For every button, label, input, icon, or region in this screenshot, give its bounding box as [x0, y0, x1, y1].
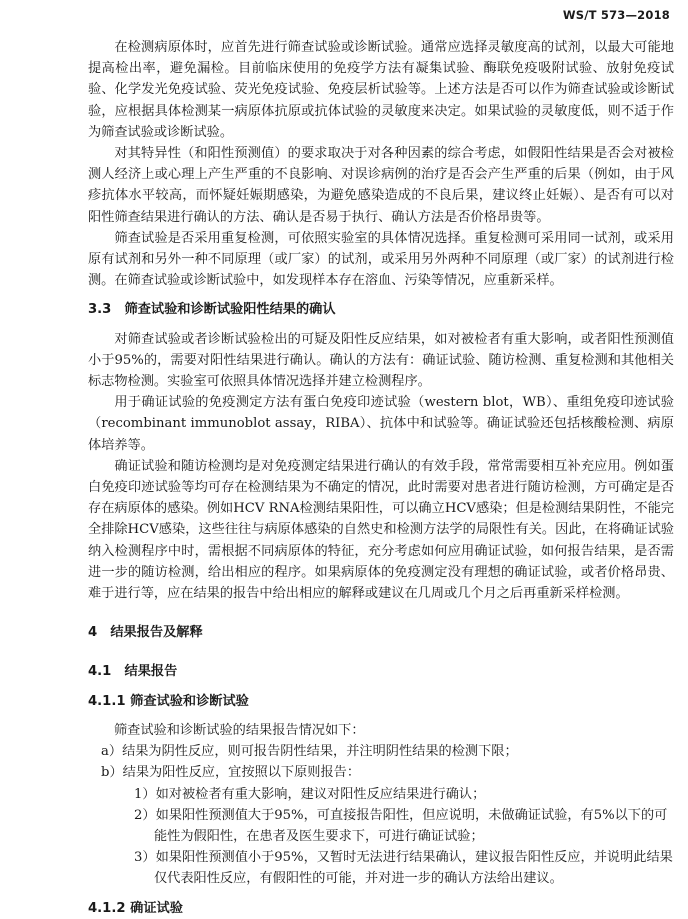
standard-number: WS/T 573—2018 — [562, 8, 670, 22]
sub-list-item — [88, 805, 674, 847]
list-text: 如果阳性预测值小于95%，又暂时无法进行结果确认，建议报告阳性反应，并说明此结果仅代表阳性反应，有假阳性的可能，并对进一步的确认方法给出建议。 — [154, 850, 673, 887]
section-heading-4-1-2: 4.1.2 确证试验 — [88, 900, 183, 916]
sub-list-item — [88, 784, 674, 805]
paragraph: 对其特异性（和阳性预测值）的要求取决于对各种因素的综合考虑，如假阳性结果是否会对被检测人经济上或心理上产生严重的不良影响、对误诊病例的治疗是否会产生严重的后果（例如，由于风疹抗体水平较高，而怀疑妊娠期感染，为避免感染造成的不良后果，建议终止妊娠）、是否有可以对阳性筛查结果进行确认的方法、确认是否易于执行、确认方法是否价格昂贵等。 — [88, 146, 674, 225]
paragraph: 筛查试验是否采用重复检测，可依照实验室的具体情况选择。重复检测可采用同一试剂，或采用原有试剂和另外一种不同原理（或厂家）的试剂，或采用另外两种不同原理（或厂家）的试剂进行检测。在筛查试验或诊断试验中，如发现样本存在溶血、污染等情况，应重新采样。 — [88, 230, 674, 289]
list-text: 结果为阳性反应，宜按照以下原则报告： — [122, 765, 361, 781]
list-label: a） — [101, 744, 123, 760]
list-label: 2） — [134, 807, 156, 823]
document-body — [88, 37, 674, 919]
section-heading-3-3: 3.3 筛查试验和诊断试验阳性结果的确认 — [88, 302, 336, 318]
list-intro: 筛查试验和诊断试验的结果报告情况如下： — [114, 722, 365, 738]
paragraph: 用于确证试验的免疫测定方法有蛋白免疫印迹试验（western blot，WB）、重组免疫印迹试验（recombinant immunoblot assay，RIBA）、抗体中和试验等。确证试验还包括核酸检测、病原体培养等。 — [88, 395, 674, 453]
list-text: 如对被检者有重大影响，建议对阳性反应结果进行确认； — [155, 786, 486, 802]
list-item — [88, 762, 674, 783]
section-heading-4-1-1: 4.1.1 筛查试验和诊断试验 — [88, 693, 249, 709]
sub-list-item — [88, 847, 674, 889]
section-heading-4-1: 4.1 结果报告 — [88, 664, 178, 680]
list-text: 结果为阴性反应，则可报告阴性结果，并注明阴性结果的检测下限； — [122, 744, 518, 760]
list-label: 1） — [134, 786, 156, 802]
list-item — [88, 741, 674, 762]
section-heading-4: 4 结果报告及解释 — [88, 625, 203, 641]
list-label: b） — [101, 765, 123, 781]
paragraph: 在检测病原体时，应首先进行筛查试验或诊断试验。通常应选择灵敏度高的试剂，以最大可能地提高检出率，避免漏检。目前临床使用的免疫学方法有凝集试验、酶联免疫吸附试验、放射免疫试验、化学发光免疫试验、荧光免疫试验、免疫层析试验等。上述方法是否可以作为筛查试验或诊断试验，应根据具体检测某一病原体抗原或抗体试验的灵敏度来决定。如果试验的灵敏度低，则不适于作为筛查试验或诊断试验。 — [88, 40, 674, 140]
list-label: 3） — [134, 850, 156, 866]
paragraph: 对筛查试验或者诊断试验检出的可疑及阳性反应结果，如对被检者有重大影响，或者阳性预测值小于95%的，需要对阳性结果进行确认。确认的方法有：确证试验、随访检测、重复检测和其他相关标志物检测。实验室可依照具体情况选择并建立检测程序。 — [88, 331, 674, 390]
list-text: 如果阳性预测值大于95%，可直接报告阳性，但应说明，未做确证试验，有5%以下的可能性为假阳性，在患者及医生要求下，可进行确证试验； — [154, 807, 668, 844]
paragraph: 确证试验和随访检测均是对免疫测定结果进行确认的有效手段，常常需要相互补充应用。例如蛋白免疫印迹试验等均可存在检测结果为不确定的情况，此时需要对患者进行随访检测，方可确定是否存在病原体的感染。例如HCV RNA检测结果阳性，可以确立HCV感染；但是检测结果阴性，不能完全排除HCV感染，这些往往与病原体感染的自然史和检测方法学的局限性有关。因此，在将确证试验纳入检测程序中时，需根据不同病原体的特征，充分考虑如何应用确证试验，如何报告结果，是否需进一步的随访检测，给出相应的程序。如果病原体的免疫测定没有理想的确证试验，或者价格昂贵、难于进行等，应在结果的报告中给出相应的解释或建议在几周或几个月之后再重新采样检测。 — [88, 458, 674, 602]
